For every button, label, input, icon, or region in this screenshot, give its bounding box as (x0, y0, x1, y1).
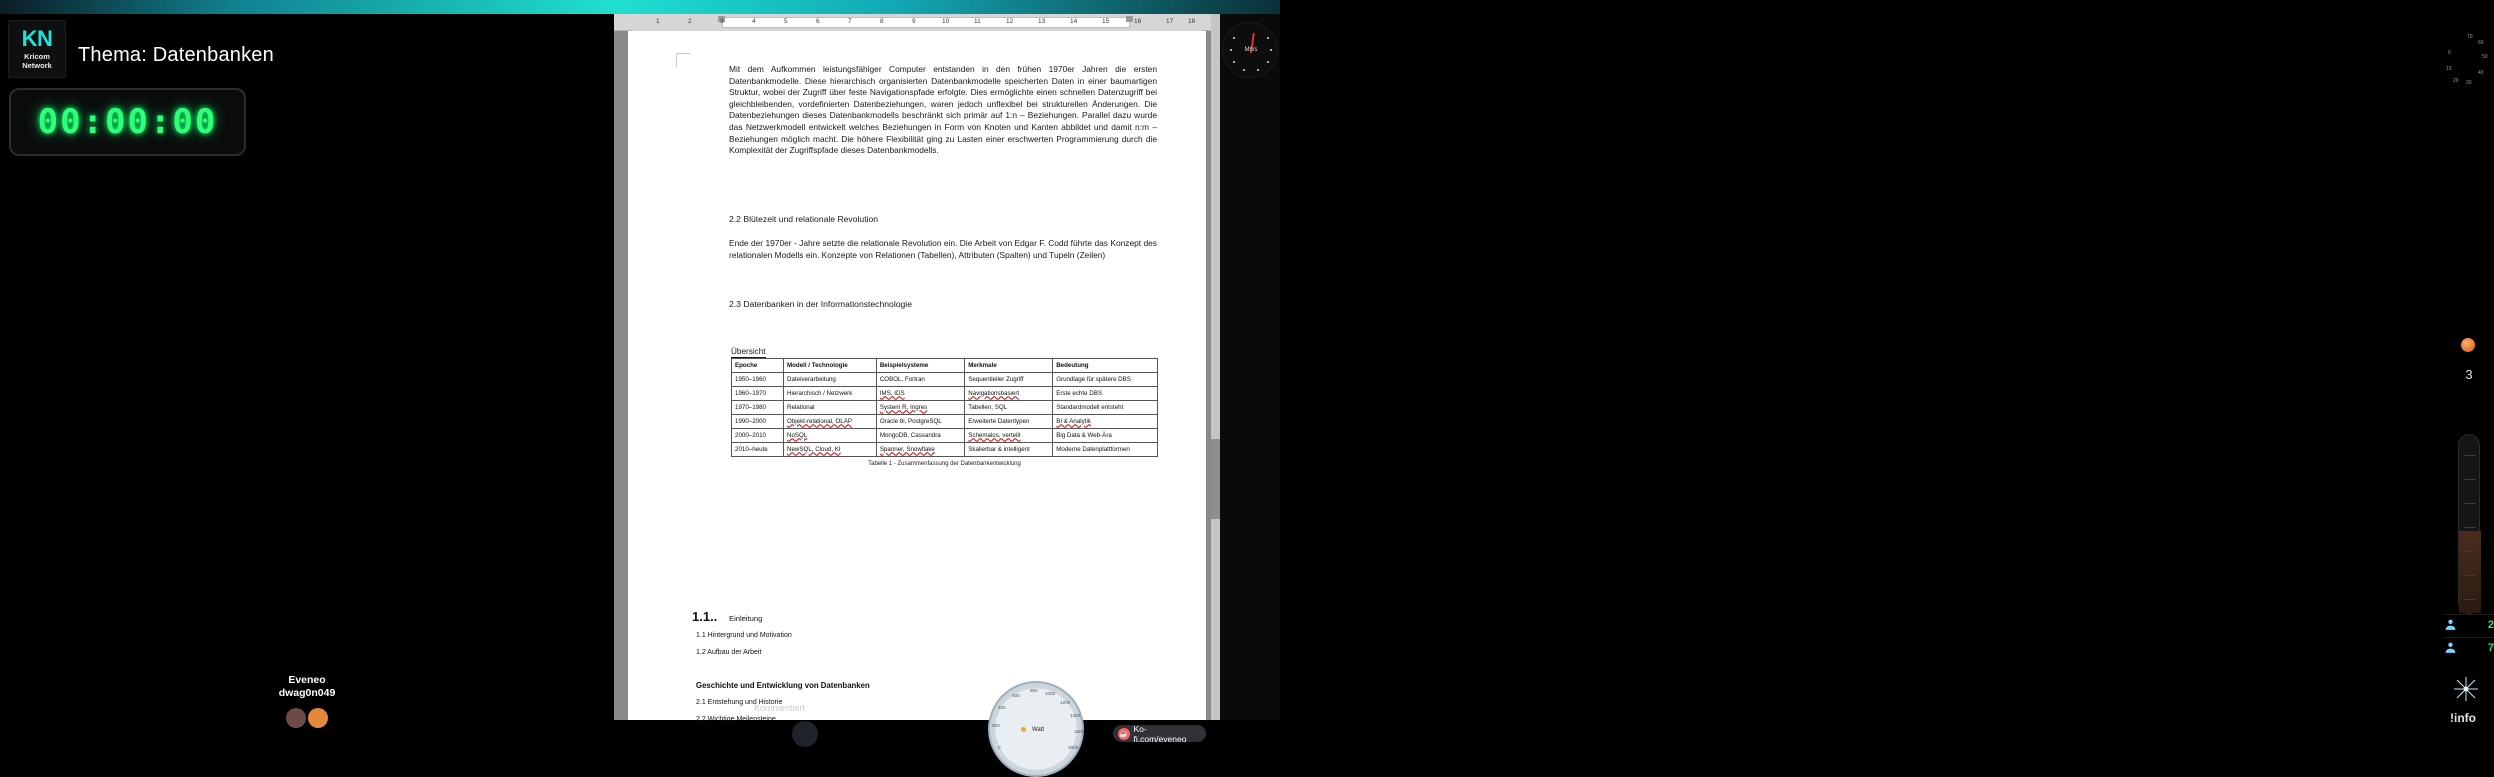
gauge-tick-label: 0 (2448, 50, 2451, 56)
ruler-number: 18 (1188, 18, 1196, 25)
document-scrollbar[interactable] (1211, 14, 1220, 720)
coffee-cup-icon: ☕ (1118, 728, 1130, 740)
table-cell: Grundlage für spätere DBS (1053, 373, 1158, 387)
table-cell: Hierarchisch / Netzwerk (784, 387, 877, 401)
table-cell: 2010–heute (732, 443, 784, 457)
ruler-number: 11 (974, 18, 981, 25)
hashrate-gauge (1222, 22, 1278, 78)
table-row (732, 373, 1158, 387)
channel-logo (8, 20, 66, 78)
document-page[interactable] (628, 31, 1206, 750)
gauge-unit-label: Watt (1031, 727, 1045, 733)
table-header-cell: Modell / Technologie (784, 359, 877, 373)
table-cell: BI & Analytik (1053, 415, 1158, 429)
table-cell: NoSQL (784, 429, 877, 443)
table-cell: Skalierbar & intelligent (965, 443, 1053, 457)
gauge-tick: 1600 (1074, 729, 1085, 734)
logo-name-line1: Kricom (24, 52, 50, 61)
credit-name: Eveneo (288, 674, 326, 686)
outline-number: 1.1.. (692, 609, 718, 624)
table-cell: Dateiverarbeitung (784, 373, 877, 387)
overlay-dark-circle (792, 721, 818, 747)
outline-heading-2: Geschichte und Entwicklung von Datenbanken (696, 681, 870, 690)
ruler-number: 4 (752, 18, 756, 25)
hashrate-unit-label: Mh/s (1244, 47, 1258, 53)
follower-count-row (2444, 637, 2494, 657)
table-cell: IMS, IDS (876, 387, 964, 401)
table-header-cell: Epoche (732, 359, 784, 373)
gauge-tick: 800 (1030, 688, 1038, 693)
table-cell: Relational (784, 401, 877, 415)
gauge-tick: 0 (998, 745, 1001, 750)
table-row (732, 401, 1158, 415)
table-cell: COBOL, Fortran (876, 373, 964, 387)
table-header-cell: Merkmale (965, 359, 1053, 373)
section-heading-2-2: 2.2 Blütezeit und relationale Revolution (729, 214, 879, 224)
table-cell: Big Data & Web-Ära (1053, 429, 1158, 443)
outline-heading: Einleitung (729, 614, 763, 623)
power-gauge (988, 681, 1084, 777)
ruler-number: 16 (1134, 18, 1142, 25)
table-cell: System R, Ingres (876, 401, 964, 415)
ruler-track (632, 14, 1202, 31)
gauge-tick: 400 (998, 705, 1006, 710)
gauge-tick-label: 40 (2478, 70, 2484, 76)
table-cell: Standardmodell entsteht (1053, 401, 1158, 415)
viewer-count-row (2444, 614, 2494, 634)
temperature-meter (2458, 434, 2480, 614)
gauge-tick: 200 (992, 723, 1000, 728)
gauge-tick-label: 50 (2482, 54, 2488, 60)
table-cell: 1990–2000 (732, 415, 784, 429)
gauge-tick-label: 60 (2478, 40, 2484, 46)
ruler-number: 6 (816, 18, 820, 25)
page-title: Thema: Datenbanken (78, 44, 274, 66)
ruler-number: 5 (784, 18, 788, 25)
info-command-label[interactable]: !info (2450, 711, 2476, 725)
gauge-tick-label: 10 (2446, 66, 2452, 72)
table-row (732, 415, 1158, 429)
outline-item: 2.2 Wichtige Meilensteine (696, 716, 776, 723)
table-cell: 1960–1970 (732, 387, 784, 401)
top-accent-bar (0, 0, 1280, 14)
outline-item: 1.1 Hintergrund und Motivation (696, 632, 792, 639)
outline-item: 2.1 Entstehung und Historie (696, 699, 783, 706)
ruler-number: 1 (656, 18, 660, 25)
follower-count: 7 (2487, 641, 2494, 654)
ruler-number: 14 (1070, 18, 1078, 25)
ruler-number: 9 (912, 18, 916, 25)
table-row (732, 429, 1158, 443)
table-header-row (732, 359, 1158, 373)
credit-block (0, 674, 614, 700)
stream-timer (9, 88, 246, 156)
level-number: 3 (2465, 367, 2473, 382)
gauge-tick: 1400 (1070, 713, 1081, 718)
comment-watermark: Kommentiert (754, 703, 806, 713)
table-header-cell: Bedeutung (1053, 359, 1158, 373)
ruler-number: 17 (1166, 18, 1174, 25)
table-row (732, 443, 1158, 457)
ruler-indent-marker[interactable] (1126, 16, 1133, 22)
person-icon (2444, 618, 2457, 631)
kofi-label: Ko-fi.com/eveneo (1133, 723, 1187, 744)
page-corner-mark (676, 53, 690, 67)
avatar (308, 708, 328, 728)
gauge-tick: 1000 (1045, 691, 1056, 696)
table-row (732, 387, 1158, 401)
ruler-number: 7 (848, 18, 852, 25)
ruler-number: 13 (1038, 18, 1046, 25)
table-cell: Erste echte DBS (1053, 387, 1158, 401)
logo-initials: KN (21, 26, 53, 51)
avatar-bubbles (0, 708, 614, 728)
left-panel (0, 14, 614, 720)
avatar (286, 708, 306, 728)
table-cell: Erweiterte Datentypen (965, 415, 1053, 429)
table-header-cell: Beispielsysteme (876, 359, 964, 373)
table-caption: Tabelle 1 - Zusammenfassung der Datenbankentwicklung (868, 461, 1021, 467)
table-cell: 1970–1980 (732, 401, 784, 415)
table-cell: 1950–1960 (732, 373, 784, 387)
ruler-number: 3 (720, 18, 724, 25)
table-cell: Spanner, Snowflake (876, 443, 964, 457)
table-cell: Moderne Datenplattformen (1053, 443, 1158, 457)
ruler-number: 2 (688, 18, 692, 25)
body-paragraph-2-2: Ende der 1970er - Jahre setzte die relationale Revolution ein. Die Arbeit von Edgar F. Codd führte das Konzept des relationalen Modells ein. Konzepte von Relationen (Tabellen), Attributen (Spalten) und Tupeln (Zeilen) (729, 238, 1157, 260)
temperature-fill (2459, 531, 2481, 613)
table-cell: Tabellen, SQL (965, 401, 1053, 415)
table-cell: Schemalos, verteilt (965, 429, 1053, 443)
viewer-count: 2 (2487, 618, 2494, 631)
body-paragraph: Mit dem Aufkommen leistungsfähiger Computer entstanden in den frühen 1970er Jahren die ersten Datenbankmodelle. Diese hierarchisch organisierten Datenbankmodelle speicherten Daten in einer baumartigen Struktur, wobei der Zugriff über feste Navigationspfade erfolgte. Dies ermöglichte einen schnellen Datenzugriff bei gleichbleibenden, vordefinierten Datenbeziehungen, waren jedoch unflexibel bei strukturellen Änderungen. Die Datenbeziehungen dieses Datenbankmodells beschränkt sich primär auf 1:n – Beziehungen. Parallel dazu wurde das Netzwerkmodell entwickelt welches Beziehungen in Form von Knoten und Kanten abbildet und damit n:m – Beziehungen möglich macht. Die höhere Flexibilität ging zu Lasten einer erschwerten Programmierung durch die Komplexität der Zugriffspfade dieses Datenbankmodells. (729, 64, 1157, 156)
table-cell: Oracle 8i, PostgreSQL (876, 415, 964, 429)
status-indicator-dot (2461, 338, 2475, 352)
document-view[interactable] (614, 14, 1220, 750)
gauge-tick-label: 20 (2453, 78, 2459, 84)
ruler-number: 15 (1102, 18, 1110, 25)
gauge-tick-label: 30 (2466, 80, 2472, 86)
gauge-tick: 1800 (1068, 745, 1079, 750)
kofi-badge[interactable] (1113, 725, 1206, 742)
table-cell: Objekt-relational, OLAP (784, 415, 877, 429)
table-cell: Sequentieller Zugriff (965, 373, 1053, 387)
timer-value: 00:00:00 (37, 102, 218, 142)
logo-name-line2: Network (22, 61, 52, 70)
person-icon (2444, 641, 2457, 654)
table-label: Übersicht (731, 347, 766, 356)
table-cell: Navigationsbasiert (965, 387, 1053, 401)
table-cell: 2000–2010 (732, 429, 784, 443)
credit-handle: dwag0n049 (278, 687, 336, 699)
table-cell: MongoDB, Cassandra (876, 429, 964, 443)
ruler-number: 10 (942, 18, 950, 25)
outline-item: 1.2 Aufbau der Arbeit (696, 649, 762, 656)
gauge-tick: 600 (1012, 693, 1020, 698)
right-rail (1220, 14, 2494, 725)
table-cell: NewSQL, Cloud, KI (784, 443, 877, 457)
database-history-table (731, 358, 1158, 457)
gauge-tick: 1200 (1060, 700, 1071, 705)
ruler[interactable] (614, 14, 1220, 31)
section-heading-2-3: 2.3 Datenbanken in der Informationstechnologie (729, 299, 912, 309)
gauge-tick-label: 70 (2467, 34, 2473, 40)
ruler-number: 8 (880, 18, 884, 25)
ruler-number: 12 (1006, 18, 1014, 25)
sparkle-icon (2453, 676, 2479, 702)
scrollbar-thumb[interactable] (1211, 439, 1220, 519)
